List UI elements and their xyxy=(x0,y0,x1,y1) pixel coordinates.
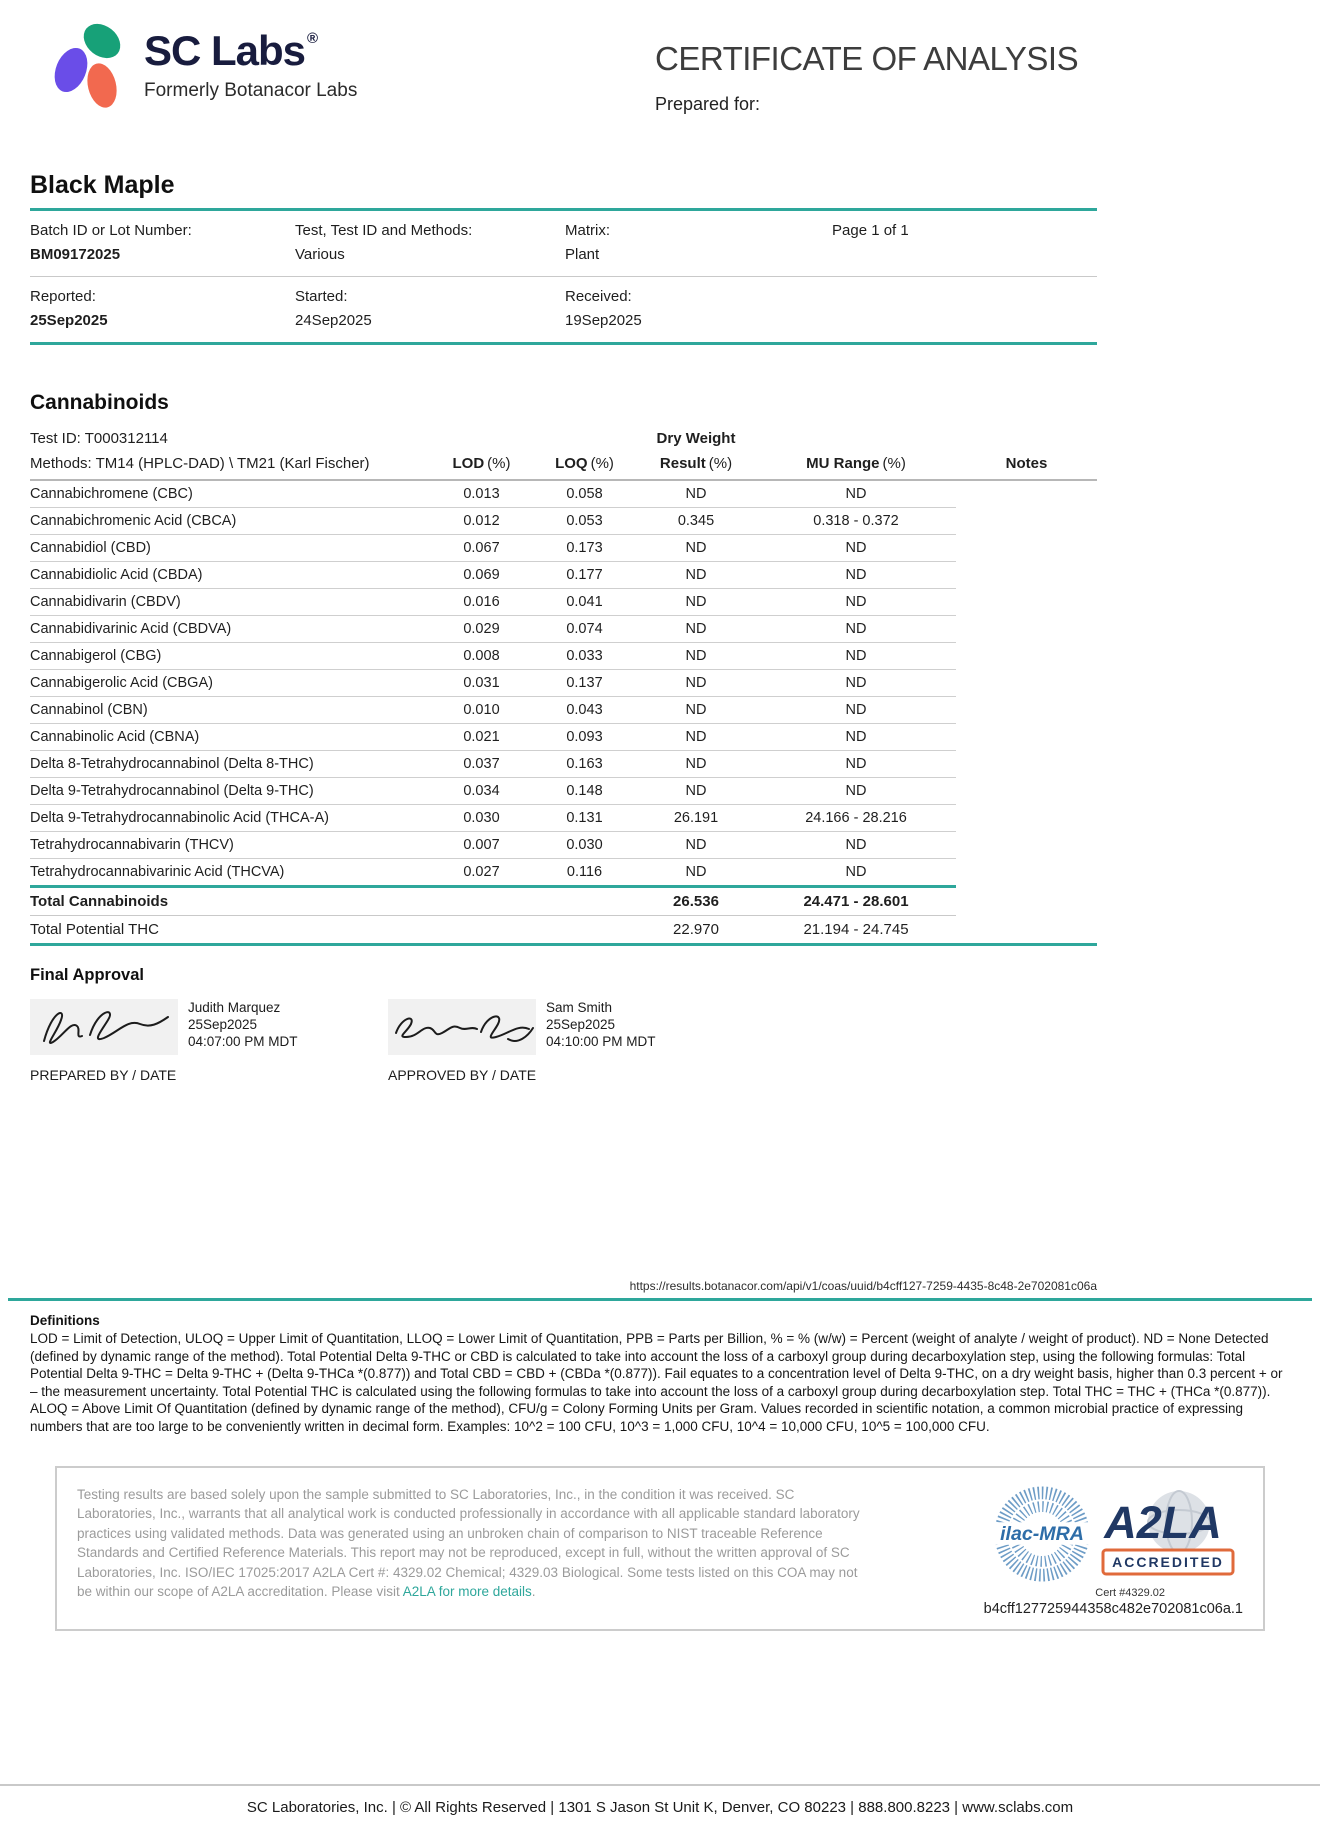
footer xyxy=(0,1784,1320,1831)
preparer-signature xyxy=(30,999,178,1055)
analyte-row-lod: 0.030 xyxy=(430,805,533,832)
total-row-mu: 24.471 - 28.601 xyxy=(756,887,956,916)
analyte-row-mu: ND xyxy=(756,480,956,508)
analyte-row-notes xyxy=(956,508,1097,535)
test-value: Various xyxy=(295,246,345,263)
analyte-row-lod: 0.034 xyxy=(430,778,533,805)
analyte-row-mu: ND xyxy=(756,751,956,778)
header xyxy=(0,0,1320,115)
table-header-row xyxy=(30,450,1097,480)
approver-meta xyxy=(546,999,656,1050)
disclaimer-text xyxy=(77,1485,867,1617)
definitions-title: Definitions xyxy=(30,1313,100,1328)
analyte-row-notes xyxy=(956,643,1097,670)
preparer-time: 04:07:00 PM MDT xyxy=(188,1034,298,1049)
a2la-accredited-badge-icon xyxy=(1097,1488,1239,1580)
results-url: https://results.botanacor.com/api/v1/coas/uuid/b4cff127-7259-4435-8c48-2e702081c06a xyxy=(629,1279,1097,1293)
ilac-mra-badge-label: ilac-MRA xyxy=(1000,1522,1084,1545)
sample-name: Black Maple xyxy=(30,171,1097,211)
analyte-row xyxy=(30,616,1097,643)
analyte-row-notes xyxy=(956,480,1097,508)
approver-block xyxy=(388,999,746,1083)
analyte-row-name: Cannabidivarinic Acid (CBDVA) xyxy=(30,616,430,643)
analyte-row-notes xyxy=(956,805,1097,832)
analyte-row-name: Delta 8-Tetrahydrocannabinol (Delta 8-THC) xyxy=(30,751,430,778)
matrix-label: Matrix: xyxy=(565,222,610,239)
batch-field xyxy=(30,222,295,263)
analyte-row-loq: 0.137 xyxy=(533,670,636,697)
analyte-row-notes xyxy=(956,535,1097,562)
analyte-row-notes xyxy=(956,589,1097,616)
methods-label: Methods: TM14 (HPLC-DAD) \ TM21 (Karl Fischer) xyxy=(30,450,430,480)
badge-area xyxy=(867,1485,1243,1617)
a2la-badge-label: A2LA xyxy=(1104,1496,1222,1548)
analyte-row xyxy=(30,589,1097,616)
table-end-divider xyxy=(30,943,1097,946)
analyte-row-result: ND xyxy=(636,562,756,589)
analyte-row-notes xyxy=(956,724,1097,751)
total-row-mu: 21.194 - 24.745 xyxy=(803,921,909,938)
analyte-row-lod: 0.010 xyxy=(430,697,533,724)
started-field xyxy=(295,288,565,329)
section-title-cannabinoids: Cannabinoids xyxy=(30,391,169,414)
full-width-divider xyxy=(8,1298,1312,1301)
analyte-row-loq: 0.148 xyxy=(533,778,636,805)
col-header-loq: LOQ (%) xyxy=(533,450,636,480)
approver-time: 04:10:00 PM MDT xyxy=(546,1034,656,1049)
approved-by-label: APPROVED BY / DATE xyxy=(388,1067,537,1083)
received-field xyxy=(565,288,832,329)
analyte-row-name: Cannabichromene (CBC) xyxy=(30,480,430,508)
analyte-row-loq: 0.030 xyxy=(533,832,636,859)
test-field xyxy=(295,222,565,263)
analyte-row xyxy=(30,508,1097,535)
total-row-lod xyxy=(430,916,533,944)
definitions-section xyxy=(30,1313,1292,1436)
analyte-row-result: ND xyxy=(636,697,756,724)
analyte-row-result: ND xyxy=(636,535,756,562)
total-row xyxy=(30,916,1097,944)
logo-oval-purple-icon xyxy=(48,43,93,97)
analyte-row-result: ND xyxy=(636,859,756,887)
analyte-row-lod: 0.016 xyxy=(430,589,533,616)
analyte-row-name: Cannabinolic Acid (CBNA) xyxy=(30,724,430,751)
analyte-row-lod: 0.021 xyxy=(430,724,533,751)
analyte-row-name: Cannabidivarin (CBDV) xyxy=(30,589,430,616)
a2la-link[interactable]: A2LA for more details xyxy=(402,1584,532,1600)
analyte-row-result: ND xyxy=(636,670,756,697)
analyte-row-notes xyxy=(956,616,1097,643)
analyte-row-result: ND xyxy=(636,778,756,805)
disclaimer-body: Testing results are based solely upon the sample submitted to SC Laboratories, Inc., in the condition it was received. SC Laboratories, Inc., warrants that all analytical work is conducted professionally in accordance with all applicable standard laboratory practices using validated methods. Data was generated using an unbroken chain of comparison to NIST traceable Reference Standards and Certified Reference Materials. This report may not be reproduced, except in full, without the written approval of SC Laboratories, Inc. ISO/IEC 17025:2017 A2LA Cert #: 4329.02 Chemical; 4329.03 Biological. Some tests listed on this COA may not be within our scope of A2LA accreditation. Please visit xyxy=(77,1486,860,1600)
analyte-row-loq: 0.177 xyxy=(533,562,636,589)
analyte-row-notes xyxy=(956,859,1097,887)
prepared-for-label: Prepared for: xyxy=(655,94,761,114)
total-row-lod xyxy=(430,887,533,916)
brand-name-text: SC Labs xyxy=(144,27,306,74)
analyte-row xyxy=(30,535,1097,562)
total-row-result: 26.536 xyxy=(636,887,756,916)
analyte-row-lod: 0.029 xyxy=(430,616,533,643)
content xyxy=(30,171,1097,1293)
analyte-row xyxy=(30,778,1097,805)
preparer-block xyxy=(30,999,388,1083)
analyte-row-lod: 0.007 xyxy=(430,832,533,859)
analyte-row-notes xyxy=(956,697,1097,724)
test-id-label: Test ID: T000312114 xyxy=(30,430,168,447)
started-label: Started: xyxy=(295,288,348,305)
analyte-row xyxy=(30,480,1097,508)
analyte-row-lod: 0.012 xyxy=(430,508,533,535)
analyte-row-name: Delta 9-Tetrahydrocannabinolic Acid (THCA-A) xyxy=(30,805,430,832)
analyte-row-mu: ND xyxy=(756,535,956,562)
analyte-row-loq: 0.041 xyxy=(533,589,636,616)
total-row-name: Total Cannabinoids xyxy=(30,887,430,916)
analyte-row-loq: 0.033 xyxy=(533,643,636,670)
analyte-row-result: ND xyxy=(636,616,756,643)
analyte-row-mu: ND xyxy=(756,562,956,589)
total-row xyxy=(30,887,1097,916)
total-row-result: 22.970 xyxy=(673,921,719,938)
page-indicator: Page 1 of 1 xyxy=(832,222,909,239)
analyte-row-result: ND xyxy=(636,589,756,616)
total-row-name: Total Potential THC xyxy=(30,921,159,938)
approver-signature xyxy=(388,999,536,1055)
disclaimer-box xyxy=(55,1466,1265,1631)
analyte-row-name: Tetrahydrocannabivarin (THCV) xyxy=(30,832,430,859)
cannabinoid-totals xyxy=(30,887,1097,944)
reported-label: Reported: xyxy=(30,288,96,305)
analyte-row-name: Cannabigerolic Acid (CBGA) xyxy=(30,670,430,697)
analyte-row xyxy=(30,751,1097,778)
prepared-by-label: PREPARED BY / DATE xyxy=(30,1067,177,1083)
signature-row xyxy=(30,999,1097,1083)
preparer-date: 25Sep2025 xyxy=(188,1017,258,1032)
analyte-row-result: 26.191 xyxy=(636,805,756,832)
analyte-row-loq: 0.131 xyxy=(533,805,636,832)
analyte-row-notes xyxy=(956,562,1097,589)
document-id: b4cff127725944358c482e702081c06a.1 xyxy=(983,1600,1243,1617)
analyte-row-mu: ND xyxy=(756,724,956,751)
sample-info-row-1 xyxy=(30,211,1097,277)
matrix-value: Plant xyxy=(565,246,600,263)
preparer-meta xyxy=(188,999,298,1050)
analyte-row-name: Cannabigerol (CBG) xyxy=(30,643,430,670)
approver-date: 25Sep2025 xyxy=(546,1017,616,1032)
sclabs-logo-icon xyxy=(30,16,130,112)
ilac-mra-badge-icon xyxy=(993,1485,1091,1583)
batch-value: BM09172025 xyxy=(30,246,121,263)
analyte-row-loq: 0.163 xyxy=(533,751,636,778)
analyte-row xyxy=(30,697,1097,724)
accredited-badge-label: ACCREDITED xyxy=(1112,1553,1224,1570)
received-label: Received: xyxy=(565,288,632,305)
analyte-row-loq: 0.074 xyxy=(533,616,636,643)
analyte-row-result: ND xyxy=(636,480,756,508)
preparer-name: Judith Marquez xyxy=(188,1000,281,1015)
table-meta-row xyxy=(30,425,1097,450)
analyte-row-result: ND xyxy=(636,751,756,778)
analyte-row-mu: ND xyxy=(756,859,956,887)
analyte-row-notes xyxy=(956,751,1097,778)
analyte-row xyxy=(30,805,1097,832)
analyte-row-loq: 0.116 xyxy=(533,859,636,887)
analyte-row-lod: 0.037 xyxy=(430,751,533,778)
analyte-row-loq: 0.043 xyxy=(533,697,636,724)
analyte-row-mu: ND xyxy=(756,643,956,670)
preparer-signature-icon xyxy=(30,999,178,1055)
analyte-row-lod: 0.027 xyxy=(430,859,533,887)
analyte-row-name: Cannabidiol (CBD) xyxy=(30,535,430,562)
analyte-row-lod: 0.069 xyxy=(430,562,533,589)
matrix-field xyxy=(565,222,832,263)
batch-label: Batch ID or Lot Number: xyxy=(30,222,192,239)
analyte-row-notes xyxy=(956,670,1097,697)
brand-text xyxy=(144,16,357,102)
dry-weight-label: Dry Weight xyxy=(656,430,736,447)
analyte-row-mu: 0.318 - 0.372 xyxy=(756,508,956,535)
analyte-row-notes xyxy=(956,778,1097,805)
document-title: CERTIFICATE OF ANALYSIS xyxy=(655,40,1079,77)
analyte-row-name: Tetrahydrocannabivarinic Acid (THCVA) xyxy=(30,859,430,887)
analyte-row-result: ND xyxy=(636,643,756,670)
analyte-row-result: 0.345 xyxy=(636,508,756,535)
col-header-notes: Notes xyxy=(956,450,1097,480)
total-row-loq xyxy=(533,916,636,944)
sclabs-logo xyxy=(30,16,357,115)
analyte-row-loq: 0.058 xyxy=(533,480,636,508)
cannabinoids-table xyxy=(30,425,1097,943)
analyte-row-mu: ND xyxy=(756,616,956,643)
reported-field xyxy=(30,288,295,329)
analyte-row-name: Cannabichromenic Acid (CBCA) xyxy=(30,508,430,535)
analyte-row-lod: 0.067 xyxy=(430,535,533,562)
analyte-row-loq: 0.173 xyxy=(533,535,636,562)
analyte-row-notes xyxy=(956,832,1097,859)
reported-value: 25Sep2025 xyxy=(30,312,108,329)
test-label: Test, Test ID and Methods: xyxy=(295,222,473,239)
analyte-row-mu: ND xyxy=(756,670,956,697)
registered-mark: ® xyxy=(307,30,318,47)
analyte-row-name: Cannabidiolic Acid (CBDA) xyxy=(30,562,430,589)
analyte-row-mu: ND xyxy=(756,697,956,724)
analyte-row-name: Delta 9-Tetrahydrocannabinol (Delta 9-THC) xyxy=(30,778,430,805)
brand-subtitle: Formerly Botanacor Labs xyxy=(144,80,358,101)
analyte-row-name: Cannabinol (CBN) xyxy=(30,697,430,724)
sample-info-row-2 xyxy=(30,277,1097,345)
footer-text: SC Laboratories, Inc. | © All Rights Reserved | 1301 S Jason St Unit K, Denver, CO 80223 | 888.800.8223 | www.sclabs.com xyxy=(246,1799,1074,1816)
analyte-row xyxy=(30,562,1097,589)
analyte-row-lod: 0.008 xyxy=(430,643,533,670)
final-approval-title: Final Approval xyxy=(30,966,144,984)
cert-number: Cert #4329.02 xyxy=(1095,1586,1165,1599)
total-row-notes xyxy=(956,916,1097,944)
analyte-row-mu: 24.166 - 28.216 xyxy=(756,805,956,832)
analyte-row-mu: ND xyxy=(756,778,956,805)
header-right xyxy=(655,16,1100,115)
brand-name xyxy=(144,27,357,74)
definitions-body: LOD = Limit of Detection, ULOQ = Upper Limit of Quantitation, LLOQ = Lower Limit of Quantitation, PPB = Parts per Billion, % = % (w/w) = Percent (weight of analyte / weight of product). ND = None Detected (defined by dynamic range of the method). Total Potential Delta 9-THC or CBD is calculated to take into account the loss of a carboxyl group during decarboxylation step, using the following formulas: Total Potential Delta 9-THC = Delta 9-THC + (Delta 9-THCa *(0.877)) and Total CBD = CBD + (CBDa *(0.877)). Fail equates to a concentration level of Delta 9-THC, on a dry weight basis, higher than 0.3 percent + or – the measurement uncertainty. Total Potential THC is calculated using the following formulas to take into account the loss of a carboxyl group during decarboxylation step. Total THC = THC + (THCa *(0.877)). ALOQ = Above Limit Of Quantitation (defined by dynamic range of the method), CFU/g = Colony Forming Units per Gram. Values recorded in scientific notation, a common microbial practice of expressing numbers that are too large to be conveniently written in decimal form. Examples: 10^2 = 100 CFU, 10^3 = 1,000 CFU, 10^4 = 10,000 CFU, 10^5 = 100,000 CFU. xyxy=(30,1331,1283,1434)
approver-signature-icon xyxy=(388,999,536,1055)
analyte-row xyxy=(30,724,1097,751)
col-header-result: Result (%) xyxy=(636,450,756,480)
analyte-row-lod: 0.013 xyxy=(430,480,533,508)
analyte-row-mu: ND xyxy=(756,589,956,616)
col-header-mu-range: MU Range (%) xyxy=(756,450,956,480)
disclaimer-period: . xyxy=(531,1584,536,1600)
analyte-row xyxy=(30,859,1097,887)
logo-oval-orange-icon xyxy=(83,60,121,110)
analyte-row-loq: 0.093 xyxy=(533,724,636,751)
col-header-lod: LOD (%) xyxy=(430,450,533,480)
analyte-row xyxy=(30,670,1097,697)
total-row-notes xyxy=(956,887,1097,916)
cannabinoid-rows xyxy=(30,480,1097,887)
approver-name: Sam Smith xyxy=(546,1000,613,1015)
analyte-row-result: ND xyxy=(636,832,756,859)
received-value: 19Sep2025 xyxy=(565,312,642,329)
analyte-row-result: ND xyxy=(636,724,756,751)
analyte-row-loq: 0.053 xyxy=(533,508,636,535)
analyte-row-lod: 0.031 xyxy=(430,670,533,697)
analyte-row xyxy=(30,643,1097,670)
analyte-row-mu: ND xyxy=(756,832,956,859)
analyte-row xyxy=(30,832,1097,859)
started-value: 24Sep2025 xyxy=(295,312,372,329)
total-row-loq xyxy=(533,887,636,916)
